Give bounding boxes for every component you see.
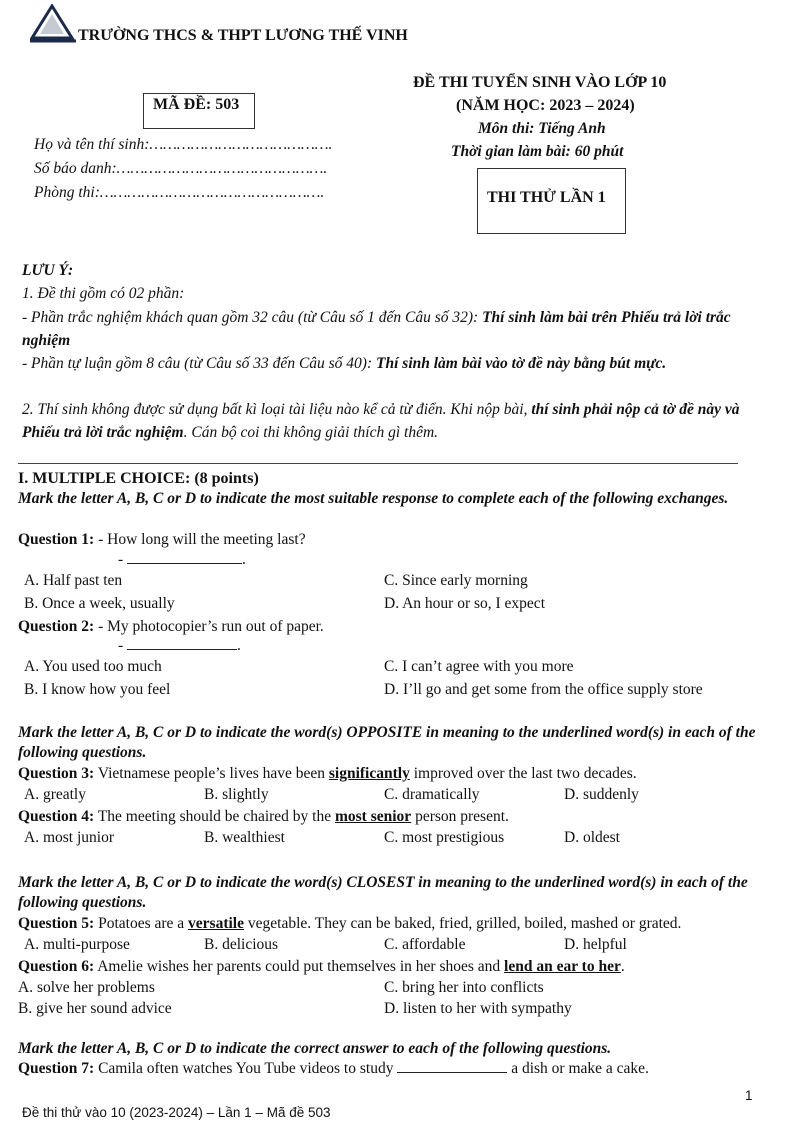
q3-option-c: C. dramatically — [384, 786, 480, 803]
notes-mc: - Phần trắc nghiệm khách quan gồm 32 câu (từ Câu số 1 đến Câu số 32): Thí sinh làm bài trên Phiếu trả lời trắc nghiệm — [22, 309, 731, 349]
candidate-id-field: Số báo danh:………………………………………. — [34, 160, 328, 177]
footer-text: Đề thi thử vào 10 (2023-2024) – Lần 1 – Mã đề 503 — [22, 1105, 331, 1120]
subject: Môn thi: Tiếng Anh — [478, 120, 606, 137]
page-number: 1 — [745, 1088, 753, 1103]
q6-option-b: B. give her sound advice — [18, 1000, 172, 1017]
q1-option-c: C. Since early morning — [384, 572, 528, 589]
school-year: (NĂM HỌC: 2023 – 2024) — [456, 97, 635, 114]
q4-option-d: D. oldest — [564, 829, 620, 846]
q4-option-b: B. wealthiest — [204, 829, 285, 846]
duration: Thời gian làm bài: 60 phút — [451, 143, 624, 160]
school-logo — [30, 4, 76, 46]
q5-option-b: B. delicious — [204, 936, 279, 953]
exam-title: ĐỀ THI TUYỂN SINH VÀO LỚP 10 — [413, 74, 667, 91]
question-2: Question 2: - My photocopier’s run out of paper. — [18, 618, 324, 635]
q1-option-d: D. An hour or so, I expect — [384, 595, 545, 612]
notes-rule: 2. Thí sinh không được sử dụng bất kì loại tài liệu nào kể cả từ điển. Khi nộp bài, thí sinh phải nộp cả tờ đề này và Phiếu trả lời trắc nghiệm. Cán bộ coi thi không giải thích gì thêm. — [22, 401, 740, 441]
answer-blank-2: - . — [118, 637, 241, 654]
answer-blank-1: - . — [118, 551, 246, 568]
q5-option-a: A. multi-purpose — [24, 936, 130, 953]
instruction-3: Mark the letter A, B, C or D to indicate the word(s) CLOSEST in meaning to the underlined word(s) in each of the following questions. — [18, 874, 748, 911]
q1-option-a: A. Half past ten — [24, 572, 123, 589]
q4-option-a: A. most junior — [24, 829, 114, 846]
exam-code: MÃ ĐỀ: 503 — [153, 96, 240, 113]
q2-option-d: D. I’ll go and get some from the office supply store — [384, 681, 703, 698]
divider — [18, 463, 738, 464]
school-name: TRƯỜNG THCS & THPT LƯƠNG THẾ VINH — [78, 27, 408, 44]
notes-essay: - Phần tự luận gồm 8 câu (từ Câu số 33 đến Câu số 40): Thí sinh làm bài vào tờ đề này bằng bút mực. — [22, 355, 667, 372]
trial-label: THI THỬ LẦN 1 — [487, 189, 606, 206]
q2-option-a: A. You used too much — [24, 658, 162, 675]
q3-option-a: A. greatly — [24, 786, 86, 803]
q2-option-b: B. I know how you feel — [24, 681, 171, 698]
section-title: I. MULTIPLE CHOICE: (8 points) — [18, 470, 259, 487]
q3-option-b: B. slightly — [204, 786, 269, 803]
question-3: Question 3: Vietnamese people’s lives have been significantly improved over the last two decades. — [18, 765, 637, 782]
q6-option-c: C. bring her into conflicts — [384, 979, 544, 996]
q3-option-d: D. suddenly — [564, 786, 639, 803]
instruction-2: Mark the letter A, B, C or D to indicate the word(s) OPPOSITE in meaning to the underlined word(s) in each of the following questions. — [18, 724, 756, 761]
question-5: Question 5: Potatoes are a versatile vegetable. They can be baked, fried, grilled, boiled, mashed or grated. — [18, 915, 682, 932]
instruction-4: Mark the letter A, B, C or D to indicate the correct answer to each of the following questions. — [18, 1040, 612, 1057]
question-1: Question 1: - How long will the meeting last? — [18, 531, 306, 548]
question-4: Question 4: The meeting should be chaired by the most senior person present. — [18, 808, 509, 825]
question-6: Question 6: Amelie wishes her parents could put themselves in her shoes and lend an ear to her. — [18, 958, 625, 975]
q2-option-c: C. I can’t agree with you more — [384, 658, 574, 675]
q6-option-d: D. listen to her with sympathy — [384, 1000, 572, 1017]
question-7: Question 7: Camila often watches You Tube videos to study a dish or make a cake. — [18, 1060, 649, 1077]
q5-option-d: D. helpful — [564, 936, 627, 953]
candidate-name-field: Họ và tên thí sinh:…………………………………. — [34, 136, 333, 153]
instruction-1: Mark the letter A, B, C or D to indicate the most suitable response to complete each of the following exchanges. — [18, 490, 729, 507]
room-field: Phòng thi:…………………………………………. — [34, 184, 325, 201]
notes-heading: LƯU Ý: — [22, 262, 74, 279]
notes-line-1: 1. Đề thi gồm có 02 phần: — [22, 285, 185, 302]
q5-option-c: C. affordable — [384, 936, 466, 953]
q1-option-b: B. Once a week, usually — [24, 595, 175, 612]
q6-option-a: A. solve her problems — [18, 979, 155, 996]
q4-option-c: C. most prestigious — [384, 829, 505, 846]
